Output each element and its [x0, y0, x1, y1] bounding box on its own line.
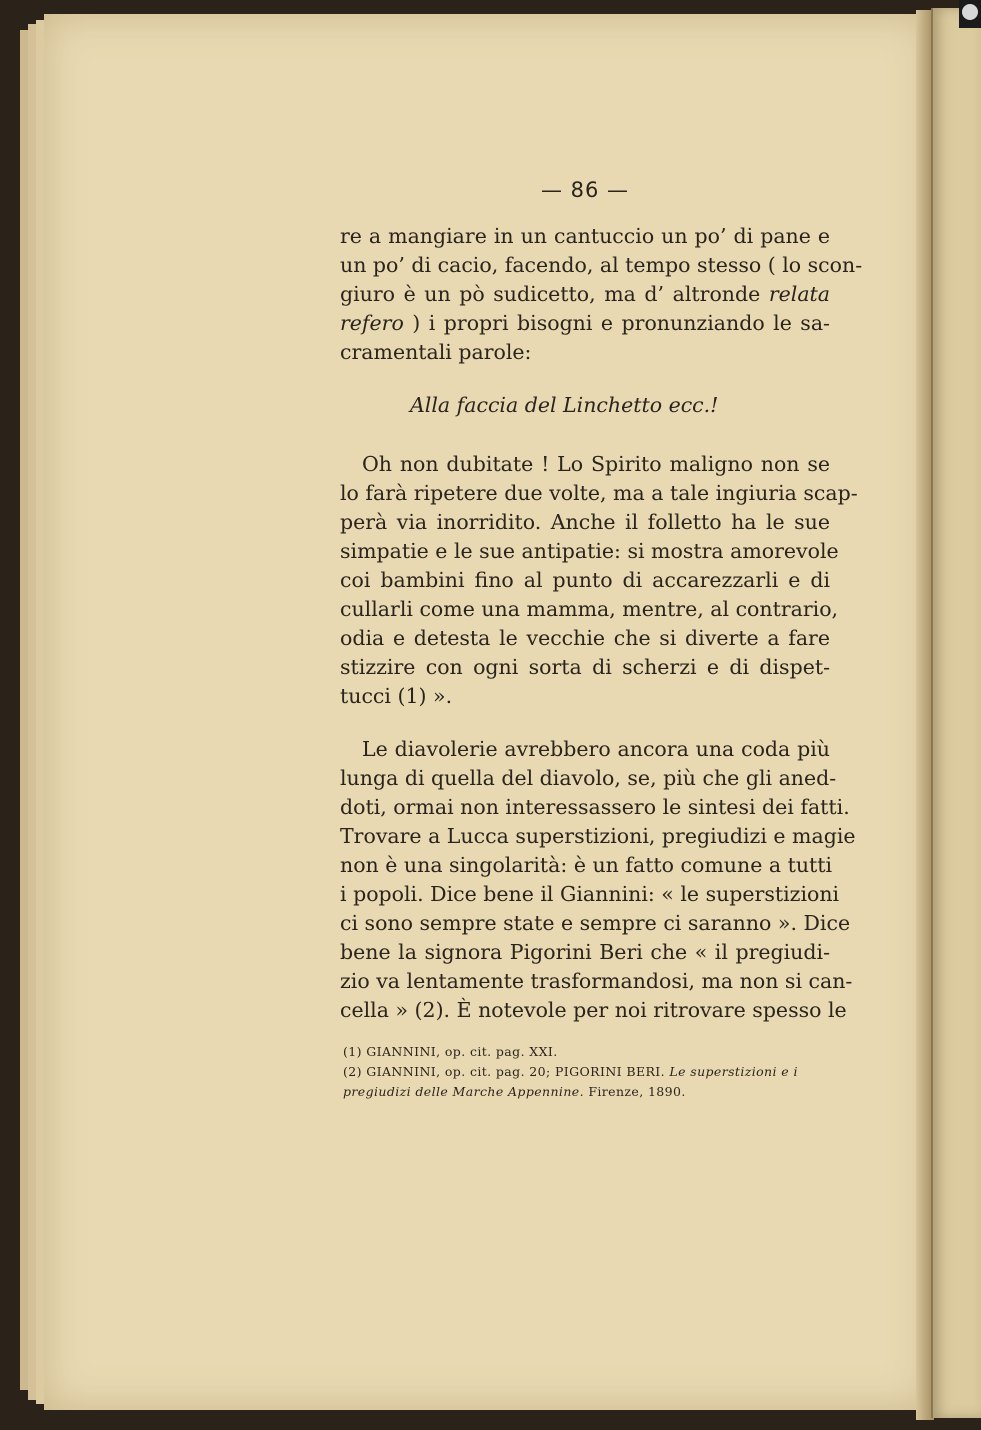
text-line: [340, 280, 830, 308]
footnote-text: Firenze, 1890.: [588, 1084, 686, 1099]
text-line: doti, ormai non interessassero le sintesi dei fatti.: [340, 795, 850, 819]
text-line: i popoli. Dice bene il Giannini: « le superstizioni: [340, 882, 840, 906]
text-line: ci sono sempre state e sempre ci saranno ». Dice: [340, 911, 851, 935]
text-line: stizzire con ogni sorta di scherzi e di dispet-: [340, 655, 830, 679]
text-line: cramentali parole:: [340, 340, 532, 364]
italic-phrase: relata: [768, 282, 830, 306]
facing-page-edge: [931, 8, 981, 1418]
text-line: non è una singolarità: è un fatto comune a tutti: [340, 853, 833, 877]
text-line: [340, 309, 830, 337]
text-line: zio va lentamente trasformandosi, ma non si can-: [340, 969, 853, 993]
text-line: tucci (1) ».: [340, 684, 453, 708]
text-line: perà via inorridito. Anche il folletto ha le sue: [340, 510, 830, 534]
text-fragment: ) i propri bisogni e pronunziando le sa-: [412, 311, 830, 335]
text-line: lo farà ripetere due volte, ma a tale ingiuria scap-: [340, 481, 858, 505]
text-line: bene la signora Pigorini Beri che « il pregiudi-: [340, 940, 830, 964]
page-number: — 86 —: [540, 178, 630, 202]
footnote-text: (2) GIANNINI, op. cit. pag. 20; PIGORINI BERI.: [343, 1064, 666, 1079]
text-line: simpatie e le sue antipatie: si mostra amorevole: [340, 539, 839, 563]
footnote-1: (1) GIANNINI, op. cit. pag. XXI.: [343, 1044, 558, 1059]
text-line: cella » (2). È notevole per noi ritrovare spesso le: [340, 998, 847, 1022]
text-line: coi bambini fino al punto di accarezzarli e di: [340, 568, 830, 592]
footnote-title: pregiudizi delle Marche Appennine.: [343, 1084, 584, 1099]
text-line: odia e detesta le vecchie che si diverte a fare: [340, 626, 830, 650]
footnote-2-continued: [343, 1084, 833, 1099]
footnote-2: [343, 1064, 833, 1079]
text-line: Trovare a Lucca superstizioni, pregiudizi e magie: [340, 824, 856, 848]
italic-phrase: refero: [340, 311, 404, 335]
text-line: re a mangiare in un cantuccio un po’ di pane e: [340, 224, 830, 248]
text-line: Oh non dubitate ! Lo Spirito maligno non se: [362, 452, 830, 476]
scanner-marker: [959, 0, 981, 28]
italic-quotation: Alla faccia del Linchetto ecc.!: [410, 393, 719, 417]
text-line: cullarli come una mamma, mentre, al contrario,: [340, 597, 839, 621]
text-line: un po’ di cacio, facendo, al tempo stesso ( lo scon-: [340, 253, 863, 277]
text-line: lunga di quella del diavolo, se, più che gli aned-: [340, 766, 837, 790]
marker-dot-icon: [962, 4, 978, 20]
text-line: Le diavolerie avrebbero ancora una coda più: [362, 737, 830, 761]
footnote-title: Le superstizioni e i: [669, 1064, 798, 1079]
text-fragment: giuro è un pò sudicetto, ma d’ altronde: [340, 282, 761, 306]
